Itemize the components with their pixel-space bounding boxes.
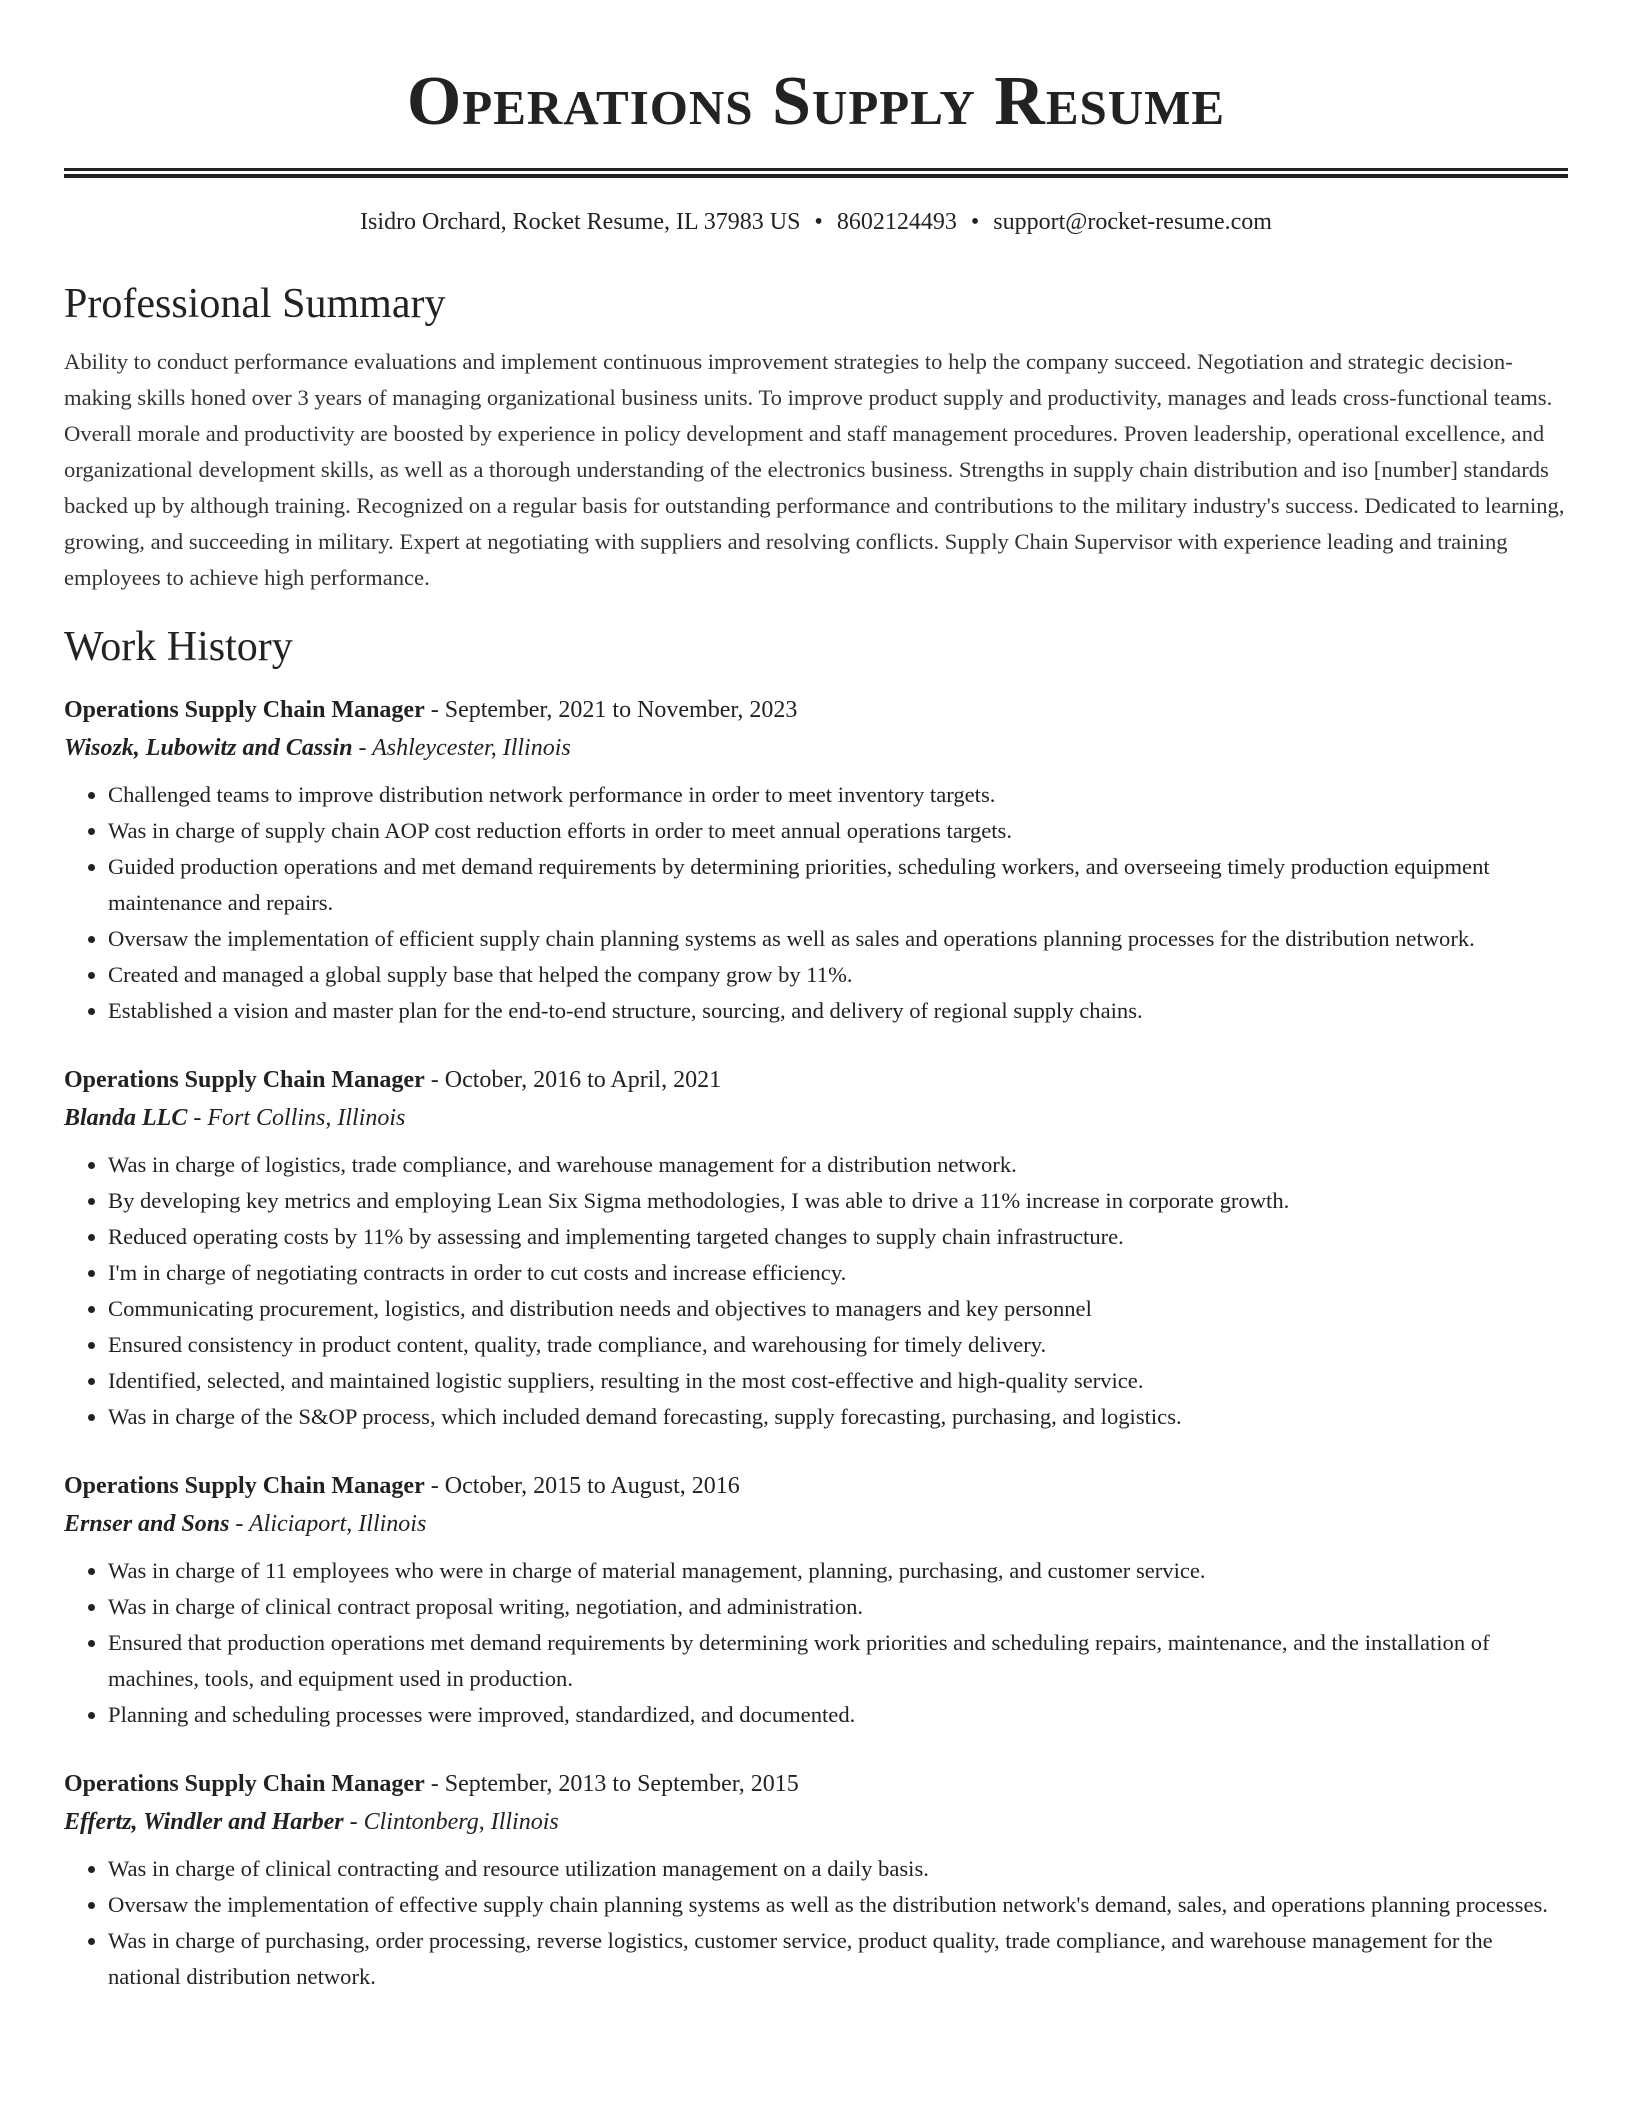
title-divider xyxy=(64,168,1568,178)
job-company-line xyxy=(64,1099,1568,1137)
list-item: • Was in charge of 11 employees who were in charge of material management, planning, purchasing, and customer service. xyxy=(108,1553,1568,1589)
contact-separator: • xyxy=(814,209,823,235)
job-entry xyxy=(64,1765,1568,1995)
job-dash: - xyxy=(187,1104,208,1131)
job-location: Clintonberg, Illinois xyxy=(363,1808,559,1835)
job-title-line xyxy=(64,1467,1568,1505)
job-entry xyxy=(64,1061,1568,1435)
contact-address: Isidro Orchard, Rocket Resume, IL 37983 US xyxy=(360,209,801,235)
job-dash: - xyxy=(424,1770,445,1797)
job-dash: - xyxy=(424,696,445,723)
job-title-line xyxy=(64,1061,1568,1099)
job-dates: September, 2021 to November, 2023 xyxy=(444,696,798,723)
work-history-heading: Work History xyxy=(64,623,293,670)
job-duties-list xyxy=(64,1553,1568,1733)
list-item: • Ensured that production operations met demand requirements by determining work priorities and scheduling repairs, maintenance, and the installation of machines, tools, and equipment used in production. xyxy=(108,1625,1568,1697)
job-dash: - xyxy=(343,1808,364,1835)
list-item: • Was in charge of clinical contract proposal writing, negotiation, and administration. xyxy=(108,1589,1568,1625)
list-item: • Challenged teams to improve distribution network performance in order to meet inventory targets. xyxy=(108,777,1568,813)
list-item: • I'm in charge of negotiating contracts in order to cut costs and increase efficiency. xyxy=(108,1255,1568,1291)
list-item: • Was in charge of clinical contracting and resource utilization management on a daily basis. xyxy=(108,1851,1568,1887)
list-item: • Reduced operating costs by 11% by assessing and implementing targeted changes to supply chain infrastructure. xyxy=(108,1219,1568,1255)
resume-page xyxy=(64,0,1568,1995)
job-dates: September, 2013 to September, 2015 xyxy=(444,1770,799,1797)
job-entry xyxy=(64,691,1568,1029)
list-item: • Guided production operations and met demand requirements by determining priorities, scheduling workers, and overseeing timely production equipment maintenance and repairs. xyxy=(108,849,1568,921)
page-title: Operations Supply Resume xyxy=(406,63,1226,140)
job-role: Operations Supply Chain Manager xyxy=(64,1770,425,1797)
job-dates: October, 2016 to April, 2021 xyxy=(444,1066,722,1093)
job-company: Blanda LLC xyxy=(64,1104,188,1131)
job-role: Operations Supply Chain Manager xyxy=(64,1472,425,1499)
list-item: • Created and managed a global supply base that helped the company grow by 11%. xyxy=(108,957,1568,993)
contact-email: support@rocket-resume.com xyxy=(993,209,1272,235)
job-company: Effertz, Windler and Harber xyxy=(64,1808,344,1835)
job-duties-list xyxy=(64,1147,1568,1435)
job-company: Wisozk, Lubowitz and Cassin xyxy=(64,734,353,761)
job-duties-list xyxy=(64,1851,1568,1995)
job-role: Operations Supply Chain Manager xyxy=(64,696,425,723)
list-item: • Oversaw the implementation of efficient supply chain planning systems as well as sales and operations planning processes for the distribution network. xyxy=(108,921,1568,957)
list-item: • Communicating procurement, logistics, and distribution needs and objectives to managers and key personnel xyxy=(108,1291,1568,1327)
job-location: Aliciaport, Illinois xyxy=(248,1510,427,1537)
contact-line xyxy=(64,204,1568,240)
job-company-line xyxy=(64,1803,1568,1841)
list-item: • Established a vision and master plan for the end-to-end structure, sourcing, and delivery of regional supply chains. xyxy=(108,993,1568,1029)
list-item: • Was in charge of purchasing, order processing, reverse logistics, customer service, product quality, trade compliance, and warehouse management for the national distribution network. xyxy=(108,1923,1568,1995)
job-company: Ernser and Sons xyxy=(64,1510,230,1537)
job-entry xyxy=(64,1467,1568,1733)
job-company-line xyxy=(64,729,1568,767)
job-location: Ashleycester, Illinois xyxy=(372,734,571,761)
job-title-line xyxy=(64,1765,1568,1803)
list-item: • Ensured consistency in product content, quality, trade compliance, and warehousing for timely delivery. xyxy=(108,1327,1568,1363)
job-title-line xyxy=(64,691,1568,729)
list-item: • Was in charge of logistics, trade compliance, and warehouse management for a distribution network. xyxy=(108,1147,1568,1183)
list-item: • Was in charge of the S&OP process, which included demand forecasting, supply forecasting, purchasing, and logistics. xyxy=(108,1399,1568,1435)
summary-text: Ability to conduct performance evaluations and implement continuous improvement strategies to help the company succeed. Negotiation and strategic decision-making skills honed over 3 years of managing organizational business units. To improve product supply and productivity, manages and leads cross-functional teams. Overall morale and productivity are boosted by experience in policy development and staff management procedures. Proven leadership, operational excellence, and organizational development skills, as well as a thorough understanding of the electronics business. Strengths in supply chain distribution and iso [number] standards backed up by although training. Recognized on a regular basis for outstanding performance and contributions to the military industry's success. Dedicated to learning, growing, and succeeding in military. Expert at negotiating with suppliers and resolving conflicts. Supply Chain Supervisor with experience leading and training employees to achieve high performance. xyxy=(64,349,1565,590)
list-item: • Identified, selected, and maintained logistic suppliers, resulting in the most cost-effective and high-quality service. xyxy=(108,1363,1568,1399)
contact-phone: 8602124493 xyxy=(836,209,957,235)
job-dash: - xyxy=(424,1066,445,1093)
job-dash: - xyxy=(229,1510,249,1537)
job-company-line xyxy=(64,1505,1568,1543)
job-role: Operations Supply Chain Manager xyxy=(64,1066,425,1093)
contact-separator: • xyxy=(970,209,980,235)
list-item: • Planning and scheduling processes were improved, standardized, and documented. xyxy=(108,1697,1568,1733)
job-dates: October, 2015 to August, 2016 xyxy=(444,1472,740,1499)
list-item: • Oversaw the implementation of effective supply chain planning systems as well as the distribution network's demand, sales, and operations planning processes. xyxy=(108,1887,1568,1923)
job-dash: - xyxy=(424,1472,445,1499)
list-item: • By developing key metrics and employing Lean Six Sigma methodologies, I was able to drive a 11% increase in corporate growth. xyxy=(108,1183,1568,1219)
job-duties-list xyxy=(64,777,1568,1029)
list-item: • Was in charge of supply chain AOP cost reduction efforts in order to meet annual operations targets. xyxy=(108,813,1568,849)
summary-heading: Professional Summary xyxy=(64,281,446,327)
job-location: Fort Collins, Illinois xyxy=(207,1104,406,1131)
job-dash: - xyxy=(352,734,373,761)
